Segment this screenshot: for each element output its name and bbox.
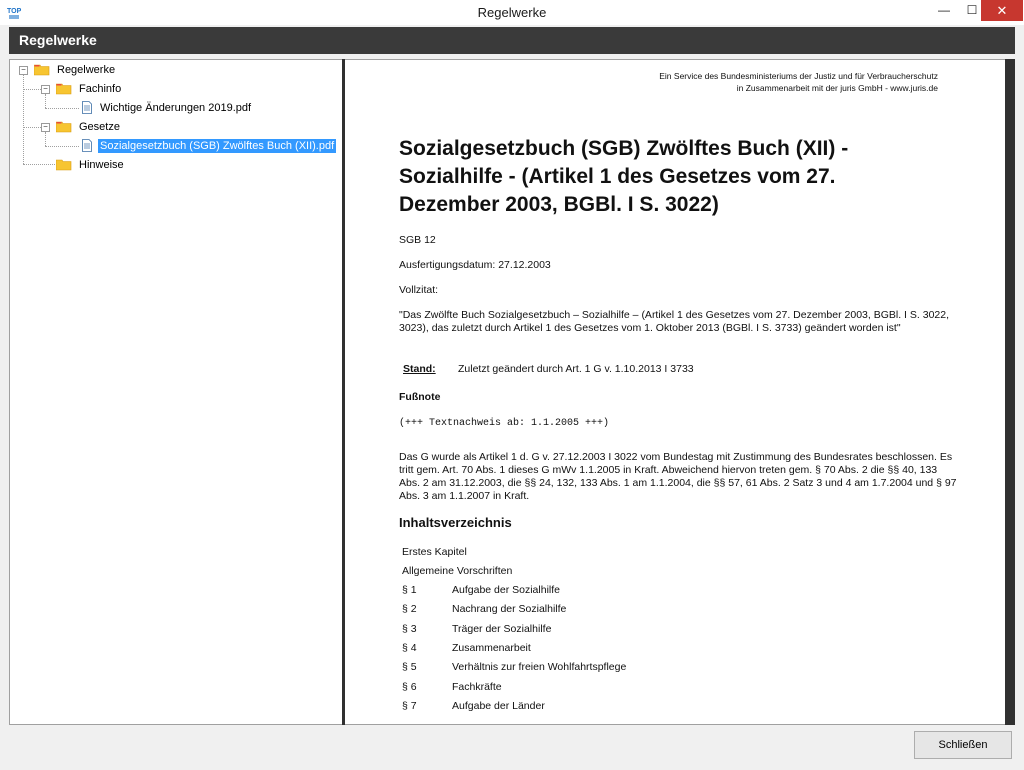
fussnote-label: Fußnote <box>399 391 441 403</box>
tree-item-hinweise[interactable]: Hinweise <box>79 159 124 171</box>
tree-item-gesetze[interactable]: Gesetze <box>79 121 120 133</box>
service-line-1: Ein Service des Bundesministeriums der Justiz und für Verbraucherschutz <box>659 71 938 81</box>
toc-allgemein: Allgemeine Vorschriften <box>402 565 513 577</box>
toc-number: § 5 <box>402 661 417 673</box>
window-titlebar <box>0 0 1024 25</box>
viewer-border <box>1005 59 1015 725</box>
tree-item-file[interactable]: Wichtige Änderungen 2019.pdf <box>100 102 252 114</box>
tree-item-regelwerke[interactable]: Regelwerke <box>57 64 116 76</box>
collapse-icon[interactable]: − <box>19 66 28 75</box>
app-icon-label: TOP <box>7 8 22 15</box>
close-button[interactable]: Schließen <box>914 731 1012 759</box>
collapse-icon[interactable]: − <box>41 123 50 132</box>
pdf-file-icon <box>82 139 92 152</box>
tree-connector <box>45 146 79 147</box>
tree-item-file-selected[interactable]: Sozialgesetzbuch (SGB) Zwölftes Buch (XII).pdf <box>100 140 335 152</box>
folder-icon <box>56 159 72 171</box>
vollzitat-label: Vollzitat: <box>399 284 439 296</box>
minimize-icon[interactable]: — <box>938 3 950 17</box>
document-title: Sozialgesetzbuch (SGB) Zwölftes Buch (XII) - Sozialhilfe - (Artikel 1 des Gesetzes vom 27. Dezember 2003, BGBl. I S. 3022) <box>399 137 849 216</box>
toc-title: Aufgabe der Sozialhilfe <box>452 584 560 596</box>
law-abbreviation: SGB 12 <box>399 234 436 246</box>
tree-connector <box>23 74 24 164</box>
tree-connector <box>45 94 46 108</box>
toc-number: § 4 <box>402 642 417 654</box>
toc-title: Zusammenarbeit <box>452 642 531 654</box>
toc-number: § 2 <box>402 603 417 615</box>
tree-connector <box>23 127 43 128</box>
folder-open-icon <box>56 121 72 133</box>
stand-label-text: Stand: <box>403 363 436 375</box>
pdf-viewer[interactable] <box>345 59 1005 725</box>
toc-number: § 1 <box>402 584 417 596</box>
panel-header-title: Regelwerke <box>19 32 97 48</box>
tree-connector <box>45 132 46 146</box>
toc-kapitel: Erstes Kapitel <box>402 546 467 558</box>
tree-connector <box>45 108 79 109</box>
toc-title: Fachkräfte <box>452 681 502 693</box>
toc-number: § 6 <box>402 681 417 693</box>
toc-title: Nachrang der Sozialhilfe <box>452 603 567 615</box>
toc-title: Träger der Sozialhilfe <box>452 623 552 635</box>
pdf-file-icon <box>82 101 92 114</box>
stand-label <box>403 363 436 376</box>
window-title: Regelwerke <box>477 5 547 20</box>
service-note <box>659 70 938 94</box>
close-window-icon[interactable]: ✕ <box>981 0 1023 21</box>
toc-number: § 3 <box>402 623 417 635</box>
toc-title: Verhältnis zur freien Wohlfahrtspflege <box>452 661 627 673</box>
tree-connector <box>23 89 43 90</box>
tree-view[interactable] <box>9 59 344 725</box>
inkrafttreten-paragraph: Das G wurde als Artikel 1 d. G v. 27.12.2003 I 3022 vom Bundestag mit Zustimmung des Bundesrates beschlossen. Es tritt gem. Art. 70 Abs. 1 dieses G mWv 1.1.2005 in Kraft. Abweichend hiervon treten gem. § 70 Abs. 2 die §§ 40, 133 Abs. 2 am 31.12.2003, die §§ 24, 132, 133 Abs. 1 am 1.1.2004, die §§ 57, 61 Abs. 2 Satz 3 und 4 am 1.7.2004 und § 97 Abs. 3 am 1.1.2007 in Kraft. <box>399 451 957 502</box>
toc-number: § 7 <box>402 700 417 712</box>
collapse-icon[interactable]: − <box>41 85 50 94</box>
ausfertigungsdatum: Ausfertigungsdatum: 27.12.2003 <box>399 259 551 271</box>
textnachweis: (+++ Textnachweis ab: 1.1.2005 +++) <box>399 418 610 429</box>
toc-header: Inhaltsverzeichnis <box>399 515 512 530</box>
panel-header <box>9 27 1015 54</box>
service-line-2: in Zusammenarbeit mit der juris GmbH - www.juris.de <box>736 83 938 93</box>
folder-open-icon <box>34 64 50 76</box>
stand-value: Zuletzt geändert durch Art. 1 G v. 1.10.2013 I 3733 <box>458 363 694 375</box>
vollzitat-text: "Das Zwölfte Buch Sozialgesetzbuch – Sozialhilfe – (Artikel 1 des Gesetzes vom 27. Dezember 2003, BGBl. I S. 3022, 3023), das zuletzt durch Artikel 1 des Gesetzes vom 1. Oktober 2013 (BGBl. I S. 3733) geändert worden ist" <box>399 309 949 334</box>
maximize-icon[interactable]: ☐ <box>966 3 978 17</box>
toc-title: Aufgabe der Länder <box>452 700 545 712</box>
folder-open-icon <box>56 83 72 95</box>
tree-item-fachinfo[interactable]: Fachinfo <box>79 83 122 95</box>
